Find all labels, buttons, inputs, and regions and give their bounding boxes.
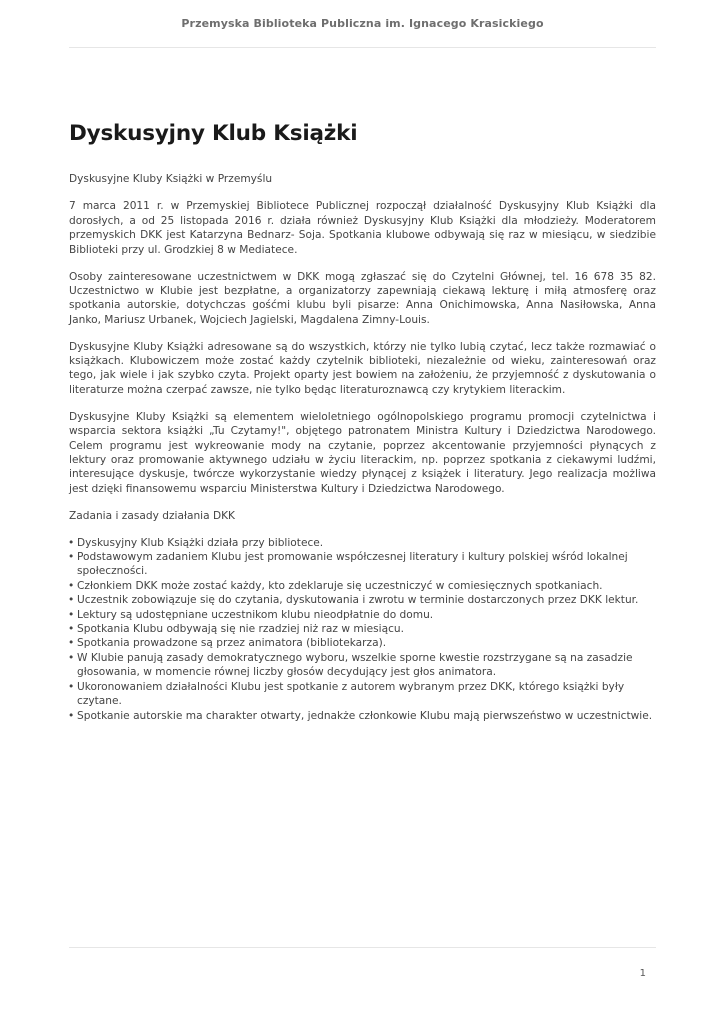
list-item-text: Uczestnik zobowiązuje się do czytania, dyskutowania i zwrotu w terminie dostarczonych przez DKK lektur.: [77, 594, 639, 607]
list-item-text: Członkiem DKK może zostać każdy, kto zdeklaruje się uczestniczyć w comiesięcznych spotkaniach.: [77, 579, 603, 592]
list-item: [69, 709, 656, 723]
bullet-icon: •: [68, 594, 75, 607]
list-item-text: Spotkania prowadzone są przez animatora (bibliotekarza).: [77, 637, 387, 650]
bullet-icon: •: [68, 709, 75, 722]
list-item-text: Podstawowym zadaniem Klubu jest promowanie współczesnej literatury i kultury polskiej wśród lokalnej społeczności.: [77, 551, 628, 578]
footer-divider: [69, 947, 656, 948]
rules-list: [69, 536, 656, 723]
bullet-icon: •: [68, 651, 75, 664]
bullet-icon: •: [68, 579, 75, 592]
list-item-text: Spotkania Klubu odbywają się nie rzadziej niż raz w miesiącu.: [77, 623, 404, 636]
rules-heading: Zadania i zasady działania DKK: [69, 509, 236, 522]
paragraph-program: Dyskusyjne Kluby Książki są elementem wieloletniego ogólnopolskiego programu promocji czytelnictwa i wsparcia sektora książki „Tu Czytamy!", objętego patronatem Ministra Kultury i Dziedzictwa Narodowego. Celem programu jest wykreowanie mody na czytanie, poprzez akcentowanie przyjemności płynących z lektury oraz promowanie aktywnego udziału w życiu literackim, np. poprzez spotkania z ciekawymi ludźmi, interesujące dyskusje, twórcze wykorzystanie wiedzy płynącej z książek i literatury. Jego realizacja możliwa jest dzięki finansowemu wsparciu Ministerstwa Kultury i Dziedzictwa Narodowego.: [69, 410, 656, 495]
bullet-icon: •: [68, 551, 75, 564]
bullet-icon: •: [68, 608, 75, 621]
list-item-text: Dyskusyjny Klub Książki działa przy bibliotece.: [77, 536, 324, 549]
list-item: [69, 550, 656, 579]
article-subtitle: Dyskusyjne Kluby Książki w Przemyślu: [69, 173, 273, 185]
list-item-text: Lektury są udostępniane uczestnikom klubu nieodpłatnie do domu.: [77, 608, 434, 621]
list-item-text: Ukoronowaniem działalności Klubu jest spotkanie z autorem wybranym przez DKK, którego książki były czytane.: [77, 680, 625, 708]
bullet-icon: •: [68, 623, 75, 636]
list-item: [69, 536, 656, 550]
list-item: [69, 579, 656, 593]
page-header: Przemyska Biblioteka Publiczna im. Ignacego Krasickiego: [181, 17, 544, 30]
bullet-icon: •: [68, 680, 75, 693]
bullet-icon: •: [68, 536, 75, 549]
list-item: [69, 636, 656, 650]
page-number: 1: [639, 968, 646, 979]
paragraph-audience: Dyskusyjne Kluby Książki adresowane są do wszystkich, którzy nie tylko lubią czytać, lecz także rozmawiać o książkach. Klubowiczem może zostać każdy czytelnik biblioteki, niezależnie od wieku, zainteresowań oraz tego, jak wiele i jak szybko czyta. Projekt oparty jest bowiem na założeniu, że przyjemność z dyskutowania o literaturze można czerpać zawsze, nie tylko będąc literaturoznawcą czy krytykiem literackim.: [69, 340, 656, 396]
page-title: Dyskusyjny Klub Książki: [69, 121, 358, 146]
paragraph-history: 7 marca 2011 r. w Przemyskiej Bibliotece Publicznej rozpoczął działalność Dyskusyjny Klub Książki dla dorosłych, a od 25 listopada 2016 r. działa również Dyskusyjny Klub Książki dla młodzieży. Moderatorem przemyskich DKK jest Katarzyna Bednarz- Soja. Spotkania klubowe odbywają się raz w miesiącu, w siedzibie Biblioteki przy ul. Grodzkiej 8 w Mediatece.: [69, 200, 656, 256]
paragraph-membership: Osoby zainteresowane uczestnictwem w DKK mogą zgłaszać się do Czytelni Głównej, tel. 16 678 35 82. Uczestnictwo w Klubie jest bezpłatne, a organizatorzy zapewniają ciekawą lekturę i miłą atmosferę oraz spotkania autorskie, dotychczas gośćmi klubu byli pisarze: Anna Onichimowska, Anna Nasiłowska, Anna Janko, Mariusz Urbanek, Wojciech Jagielski, Magdalena Zimny-Louis.: [69, 270, 656, 326]
list-item-text: W Klubie panują zasady demokratycznego wyboru, wszelkie sporne kwestie rozstrzygane są na zasadzie głosowania, w momencie równej liczby głosów decydujący jest głos animatora.: [77, 651, 633, 679]
list-item: [69, 622, 656, 636]
article: [69, 118, 656, 723]
list-item-text: Spotkanie autorskie ma charakter otwarty, jednakże członkowie Klubu mają pierwszeństwo w uczestnictwie.: [77, 709, 653, 722]
list-item: [69, 651, 656, 680]
header-divider: [69, 47, 656, 48]
list-item: [69, 593, 656, 607]
bullet-icon: •: [68, 637, 75, 650]
list-item: [69, 680, 656, 709]
list-item: [69, 608, 656, 622]
